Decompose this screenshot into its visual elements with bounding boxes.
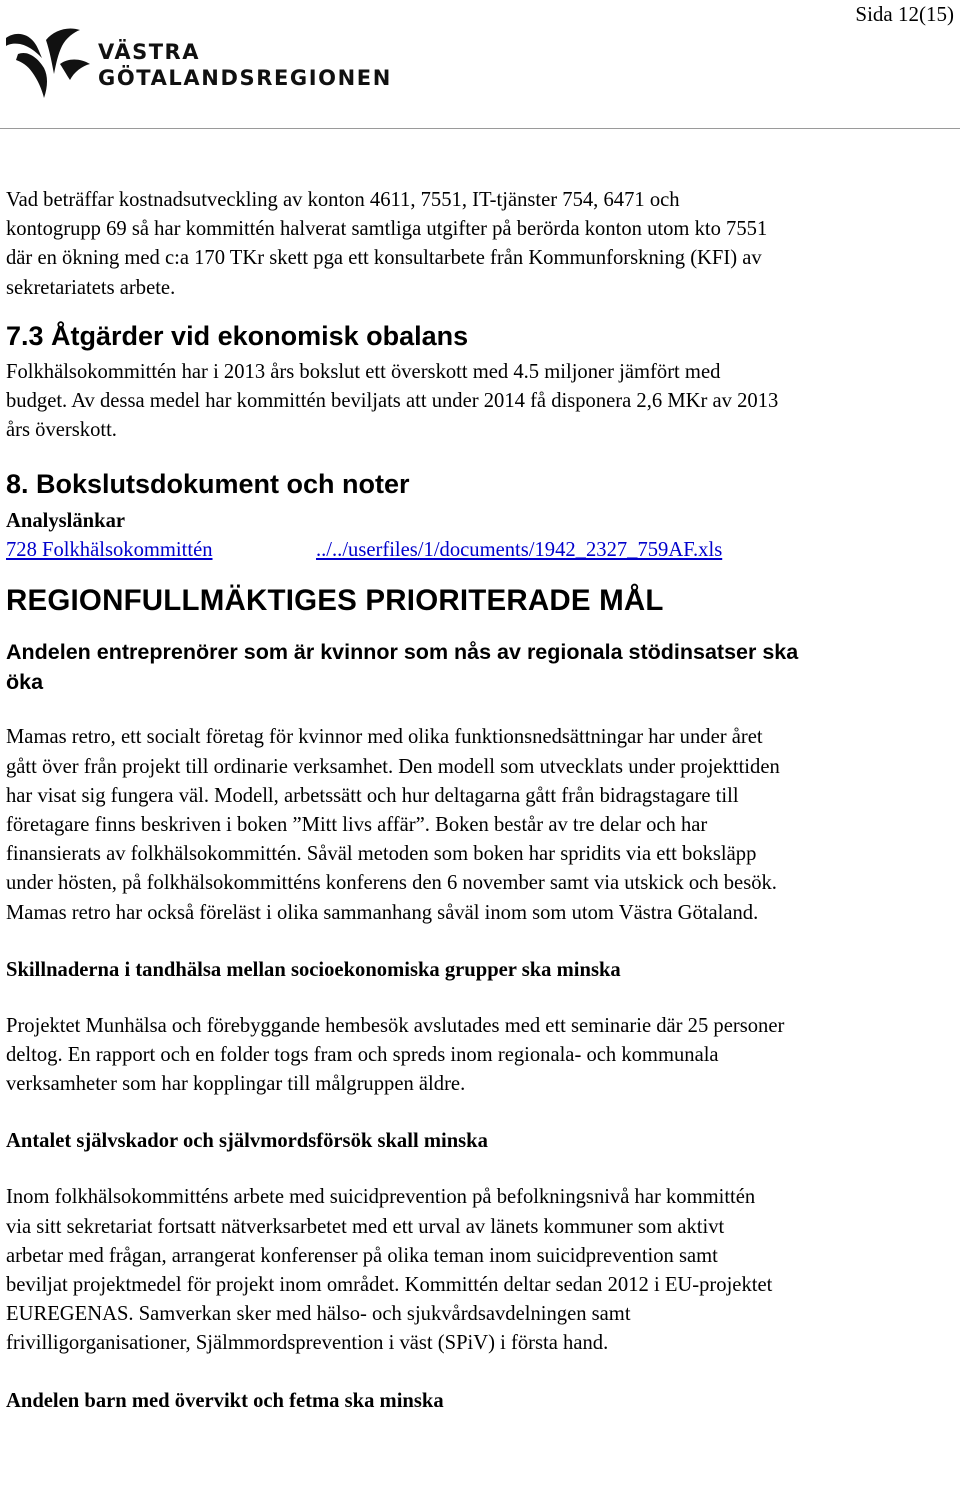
- section-8-heading: 8. Bokslutsdokument och noter: [6, 469, 410, 500]
- goal-1-heading-line: Andelen entreprenörer som är kvinnor som nås av regionala stödinsatser ska: [6, 640, 799, 665]
- goal-3-paragraph: [6, 1183, 956, 1358]
- region-logo-mark-icon: [4, 24, 96, 108]
- text-line: sekretariatets arbete.: [6, 276, 176, 299]
- logo-text-gotalandsregionen: GÖTALANDSREGIONEN: [98, 66, 392, 90]
- text-line: kontogrupp 69 så har kommittén halverat samtliga utgifter på berörda konton utom kto 7551: [6, 218, 768, 241]
- goal-1-paragraph: [6, 723, 956, 927]
- text-line: frivilligorganisationer, Själmmordsprevention i väst (SPiV) i första hand.: [6, 1332, 609, 1355]
- goal-2-paragraph: [6, 1012, 956, 1100]
- prioritized-goals-heading: REGIONFULLMÄKTIGES PRIORITERADE MÅL: [6, 584, 664, 618]
- text-line: finansierats av folkhälsokommittén. Såväl metoden som boken har spridits via ett boksläpp: [6, 843, 757, 866]
- text-line: Inom folkhälsokommitténs arbete med suicidprevention på befolkningsnivå har kommittén: [6, 1186, 756, 1209]
- goal-4-heading: Andelen barn med övervikt och fetma ska minska: [6, 1389, 444, 1412]
- text-line: beviljat projektmedel för projekt inom området. Kommittén deltar sedan 2012 i EU-projektet: [6, 1274, 773, 1297]
- xls-document-link[interactable]: ../../userfiles/1/documents/1942_2327_759AF.xls: [316, 539, 723, 562]
- section-7-3-paragraph: [6, 358, 956, 446]
- text-line: under hösten, på folkhälsokommitténs konferens den 6 november samt via utskick och besök.: [6, 872, 777, 895]
- goal-1-heading: [6, 637, 956, 697]
- text-line: gått över från projekt till ordinarie verksamhet. Den modell som utvecklats under projekttiden: [6, 755, 780, 778]
- text-line: verksamheter som har kopplingar till målgruppen äldre.: [6, 1073, 466, 1096]
- folkhalsokommitten-link[interactable]: 728 Folkhälsokommittén: [6, 539, 213, 562]
- text-line: där en ökning med c:a 170 TKr skett pga ett konsultarbete från Kommunforskning (KFI) av: [6, 247, 762, 270]
- text-line: Folkhälsokommittén har i 2013 års bokslut ett överskott med 4.5 miljoner jämfört med: [6, 360, 721, 383]
- header-divider: [0, 128, 960, 129]
- section-7-3-heading: 7.3 Åtgärder vid ekonomisk obalans: [6, 320, 469, 351]
- vastra-gotalandsregionen-logo: [4, 24, 392, 108]
- goal-2-heading: Skillnaderna i tandhälsa mellan socioekonomiska grupper ska minska: [6, 958, 621, 981]
- text-line: års överskott.: [6, 419, 117, 442]
- text-line: har visat sig fungera väl. Modell, arbetssätt och hur deltagarna gått från bidragstagare till: [6, 784, 739, 807]
- text-line: deltog. En rapport och en folder togs fram och spreds inom regionala- och kommunala: [6, 1044, 719, 1067]
- goal-1-heading-line: öka: [6, 670, 44, 695]
- text-line: via sitt sekretariat fortsatt nätverksarbetet med ett urval av länets kommuner som aktivt: [6, 1215, 725, 1238]
- goal-3-heading: Antalet självskador och självmordsförsök skall minska: [6, 1130, 488, 1153]
- document-body: [6, 186, 956, 1416]
- analyslankar-heading: Analyslänkar: [6, 510, 126, 533]
- text-line: EUREGENAS. Samverkan sker med hälso- och sjukvårdsavdelningen samt: [6, 1303, 631, 1326]
- analysis-link-row: [6, 536, 956, 565]
- logo-text-vastra: VÄSTRA: [98, 40, 200, 64]
- text-line: budget. Av dessa medel har kommittén beviljats att under 2014 få disponera 2,6 MKr av 2013: [6, 390, 779, 413]
- text-line: företagare finns beskriven i boken ”Mitt livs affär”. Boken består av tre delar och har: [6, 814, 708, 837]
- text-line: Mamas retro, ett socialt företag för kvinnor med olika funktionsnedsättningar har under året: [6, 726, 763, 749]
- intro-paragraph: [6, 186, 956, 303]
- text-line: arbetar med frågan, arrangerat konferenser på olika teman inom suicidprevention samt: [6, 1244, 718, 1267]
- text-line: Projektet Munhälsa och förebyggande hembesök avslutades med ett seminarie där 25 personer: [6, 1014, 785, 1037]
- text-line: Mamas retro har också föreläst i olika sammanhang såväl inom som utom Västra Götaland.: [6, 901, 759, 924]
- page-number: Sida 12(15): [855, 2, 954, 26]
- text-line: Vad beträffar kostnadsutveckling av konton 4611, 7551, IT-tjänster 754, 6471 och: [6, 189, 680, 211]
